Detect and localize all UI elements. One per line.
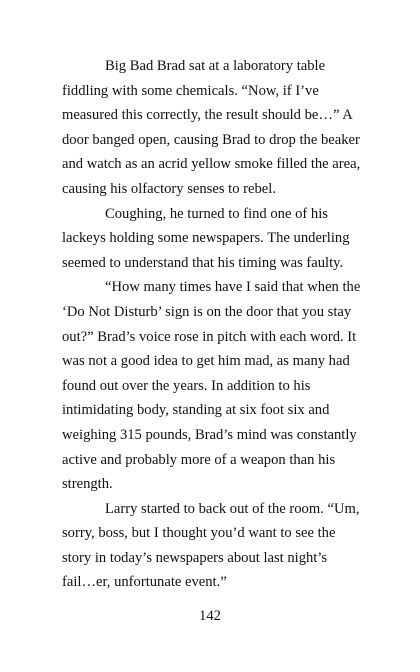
body-text [62, 54, 364, 595]
paragraph: Larry started to back out of the room. “Um, sorry, boss, but I thought you’d want to see the story in today’s newspapers about last night’s fail…er, unfortunate event.” [62, 500, 360, 591]
paragraph: Coughing, he turned to find one of his lackeys holding some newspapers. The underling seemed to understand that his timing was faulty. [62, 205, 350, 271]
paragraph: “How many times have I said that when the ‘Do Not Disturb’ sign is on the door that you stay out?” Brad’s voice rose in pitch with each word. It was not a good idea to get him mad, as many had found out over the years. In addition to his intimidating body, standing at six foot six and weighing 315 pounds, Brad’s mind was constantly active and probably more of a weapon than his strength. [62, 279, 361, 493]
page-number: 142 [199, 608, 221, 624]
paragraph: Big Bad Brad sat at a laboratory table fiddling with some chemicals. “Now, if I’ve measured this correctly, the result should be…” A door banged open, causing Brad to drop the beaker and watch as an acrid yellow smoke filled the area, causing his olfactory senses to rebel. [62, 58, 361, 197]
